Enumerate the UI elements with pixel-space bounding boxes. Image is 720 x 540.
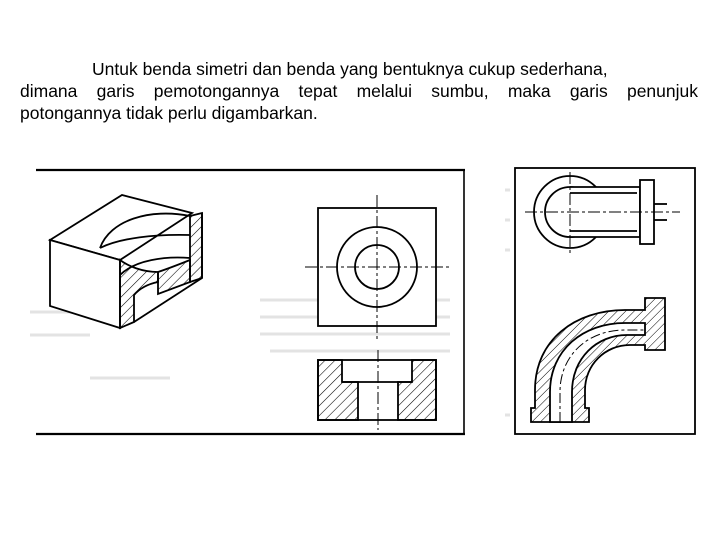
front-section-view [318,350,436,430]
left-figure-panel [30,160,470,442]
left-figure-drawing [30,160,470,442]
faint-ghost-marks [505,190,510,415]
isometric-half-section [50,195,202,328]
pipe-elbow-top-view [525,172,680,255]
paragraph-line-2: dimana garis pemotongannya tepat melalui sumbu, maka garis penunjuk [20,81,698,101]
right-figure-panel [505,160,705,442]
paragraph-line-1: Untuk benda simetri dan benda yang bentuknya cukup sederhana, [92,59,608,79]
description-paragraph [20,58,698,124]
top-view-circle [305,195,450,340]
pipe-elbow-section [531,298,665,422]
paragraph-line-3: potongannya tidak perlu digambarkan. [20,103,318,123]
right-figure-drawing [505,160,705,442]
